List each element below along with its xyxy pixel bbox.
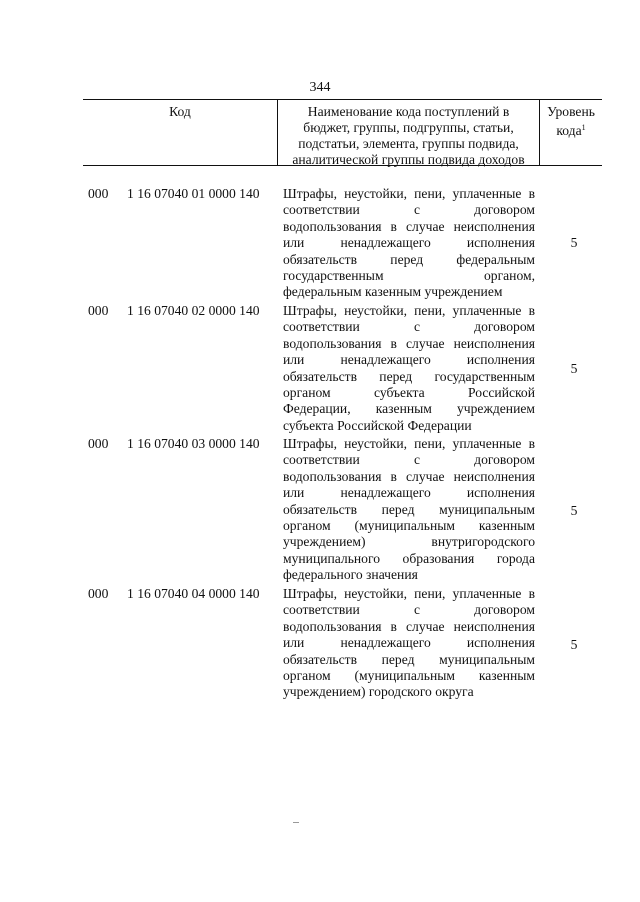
description-line: водопользования в случае неисполнения [283,468,535,484]
table-header [83,99,602,166]
description-line: или ненадлежащего исполнения [283,352,535,368]
description-line: обязательств перед муниципальным [283,651,535,667]
description-line: водопользования в случае неисполнения [283,218,535,234]
header-level-word: кода [556,123,582,138]
description-line: соответствии с договором [283,452,535,468]
header-name-line: Наименование кода поступлений в [307,104,510,119]
revenue-description [283,303,535,434]
description-line: органом (муниципальным казенным [283,517,535,533]
revenue-code: 1 16 07040 03 0000 140 [127,436,260,451]
header-level-column [540,100,602,165]
description-line: муниципального образования города [283,550,535,566]
description-line: соответствии с договором [283,202,535,218]
description-line: федеральным казенным учреждением [283,284,503,300]
description-line: или ненадлежащего исполнения [283,235,535,251]
description-line: Штрафы, неустойки, пени, уплаченные в [283,186,535,201]
description-line: Штрафы, неустойки, пени, уплаченные в [283,586,535,601]
description-line: водопользования в случае неисполнения [283,618,535,634]
description-line: государственным органом, [283,267,535,283]
description-line: соответствии с договором [283,602,535,618]
level-value: 5 [570,503,578,518]
revenue-description [283,436,535,584]
admin-code: 000 [88,586,109,601]
header-name-line: подстатьи, элемента, группы подвида, [298,136,519,151]
description-line: федерального значения [283,567,418,583]
description-line: органом субъекта Российской [283,384,535,400]
header-level-line: Уровень [547,104,595,119]
header-code-column: Код [83,100,278,165]
header-level-line [540,120,602,139]
header-name-line: бюджет, группы, подгруппы, статьи, [303,120,514,135]
header-name-line: аналитической группы подвида доходов [292,152,525,167]
description-line: учреждением) городского округа [283,684,474,700]
level-value: 5 [570,361,578,376]
revenue-description [283,586,535,701]
admin-code: 000 [88,436,109,451]
description-line: учреждением) внутригородского [283,534,535,550]
revenue-code: 1 16 07040 01 0000 140 [127,186,260,201]
description-line: Штрафы, неустойки, пени, уплаченные в [283,303,535,318]
page-number: 344 [309,80,331,95]
footnote-marker: 1 [581,123,586,132]
description-line: обязательств перед государственным [283,368,535,384]
description-line: соответствии с договором [283,319,535,335]
revenue-code: 1 16 07040 02 0000 140 [127,303,260,318]
header-name-column [278,100,540,165]
description-line: субъекта Российской Федерации [283,417,472,433]
description-line: водопользования в случае неисполнения [283,335,535,351]
description-line: Федерации, казенным учреждением [283,401,535,417]
description-line: или ненадлежащего исполнения [283,485,535,501]
level-value: 5 [570,235,578,250]
description-line: органом (муниципальным казенным [283,667,535,683]
description-line: или ненадлежащего исполнения [283,635,535,651]
admin-code: 000 [88,186,109,201]
admin-code: 000 [88,303,109,318]
level-value: 5 [570,637,578,652]
description-line: обязательств перед муниципальным [283,501,535,517]
description-line: Штрафы, неустойки, пени, уплаченные в [283,436,535,451]
revenue-description [283,186,535,301]
scan-mark [293,822,299,823]
description-line: обязательств перед федеральным [283,251,535,267]
revenue-code: 1 16 07040 04 0000 140 [127,586,260,601]
